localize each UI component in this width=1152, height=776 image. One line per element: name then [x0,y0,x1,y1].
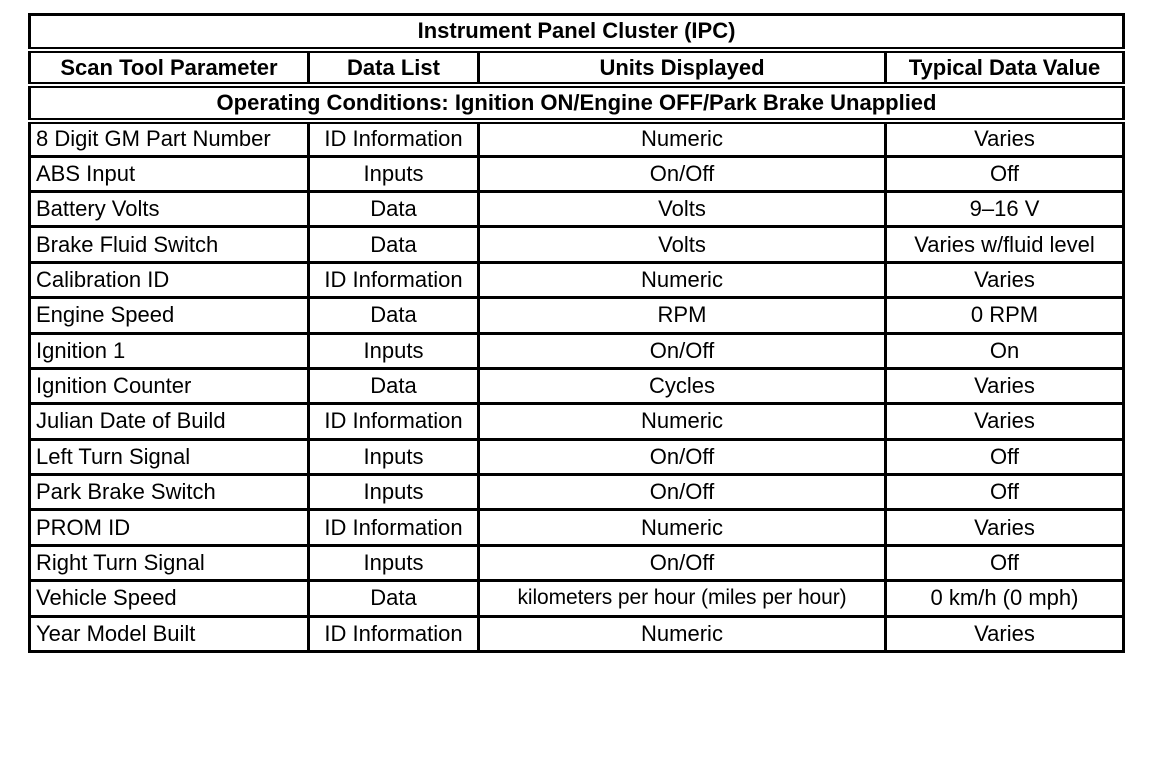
cell-data-list: Data [309,368,479,403]
cell-parameter: Right Turn Signal [30,545,309,580]
cell-units: Numeric [479,616,886,651]
cell-parameter: Calibration ID [30,262,309,297]
cell-parameter: Vehicle Speed [30,581,309,616]
cell-data-list: ID Information [309,121,479,156]
header-units-displayed: Units Displayed [479,50,886,85]
cell-units: Cycles [479,368,886,403]
conditions-row [30,85,1124,120]
cell-parameter: Ignition Counter [30,368,309,403]
cell-typical-value: Varies [886,262,1124,297]
cell-data-list: Inputs [309,333,479,368]
table-row [30,616,1124,651]
ipc-data-table [28,13,1125,653]
cell-data-list: Data [309,227,479,262]
table-row [30,545,1124,580]
cell-parameter: 8 Digit GM Part Number [30,121,309,156]
cell-parameter: Year Model Built [30,616,309,651]
cell-typical-value: 0 km/h (0 mph) [886,581,1124,616]
table-row [30,333,1124,368]
cell-typical-value: Off [886,439,1124,474]
cell-parameter: Julian Date of Build [30,404,309,439]
cell-data-list: Data [309,581,479,616]
cell-data-list: ID Information [309,510,479,545]
cell-units: On/Off [479,439,886,474]
table-row [30,262,1124,297]
cell-units: Volts [479,191,886,226]
cell-units: kilometers per hour (miles per hour) [479,581,886,616]
cell-typical-value: 0 RPM [886,298,1124,333]
cell-parameter: Brake Fluid Switch [30,227,309,262]
cell-data-list: Inputs [309,439,479,474]
table-row [30,475,1124,510]
cell-data-list: ID Information [309,404,479,439]
table-row [30,439,1124,474]
cell-units: On/Off [479,333,886,368]
cell-data-list: ID Information [309,616,479,651]
cell-parameter: Left Turn Signal [30,439,309,474]
table-row [30,368,1124,403]
cell-units: On/Off [479,475,886,510]
cell-units: On/Off [479,156,886,191]
cell-typical-value: Varies [886,121,1124,156]
cell-parameter: PROM ID [30,510,309,545]
table-row [30,191,1124,226]
cell-typical-value: 9–16 V [886,191,1124,226]
header-data-list: Data List [309,50,479,85]
cell-data-list: Data [309,298,479,333]
table-row [30,298,1124,333]
table-row [30,404,1124,439]
operating-conditions: Operating Conditions: Ignition ON/Engine OFF/Park Brake Unapplied [30,85,1124,120]
table-row [30,156,1124,191]
header-row [30,50,1124,85]
cell-data-list: ID Information [309,262,479,297]
cell-units: Numeric [479,121,886,156]
cell-parameter: Park Brake Switch [30,475,309,510]
cell-parameter: Engine Speed [30,298,309,333]
header-typical-data-value: Typical Data Value [886,50,1124,85]
cell-data-list: Inputs [309,545,479,580]
cell-typical-value: Varies [886,404,1124,439]
cell-typical-value: Varies w/fluid level [886,227,1124,262]
cell-typical-value: Varies [886,510,1124,545]
cell-typical-value: Off [886,475,1124,510]
cell-typical-value: Varies [886,368,1124,403]
title-row [30,15,1124,50]
cell-units: On/Off [479,545,886,580]
cell-typical-value: Off [886,545,1124,580]
cell-units: Volts [479,227,886,262]
cell-data-list: Inputs [309,475,479,510]
cell-units: Numeric [479,510,886,545]
cell-parameter: Ignition 1 [30,333,309,368]
table-row [30,510,1124,545]
table-title: Instrument Panel Cluster (IPC) [30,15,1124,50]
header-scan-tool-parameter: Scan Tool Parameter [30,50,309,85]
cell-units: Numeric [479,404,886,439]
cell-typical-value: Varies [886,616,1124,651]
cell-parameter: Battery Volts [30,191,309,226]
cell-data-list: Data [309,191,479,226]
cell-data-list: Inputs [309,156,479,191]
table-body [30,121,1124,652]
cell-units: Numeric [479,262,886,297]
table-row [30,581,1124,616]
table-row [30,227,1124,262]
table-row [30,121,1124,156]
cell-typical-value: On [886,333,1124,368]
cell-typical-value: Off [886,156,1124,191]
cell-parameter: ABS Input [30,156,309,191]
cell-units: RPM [479,298,886,333]
